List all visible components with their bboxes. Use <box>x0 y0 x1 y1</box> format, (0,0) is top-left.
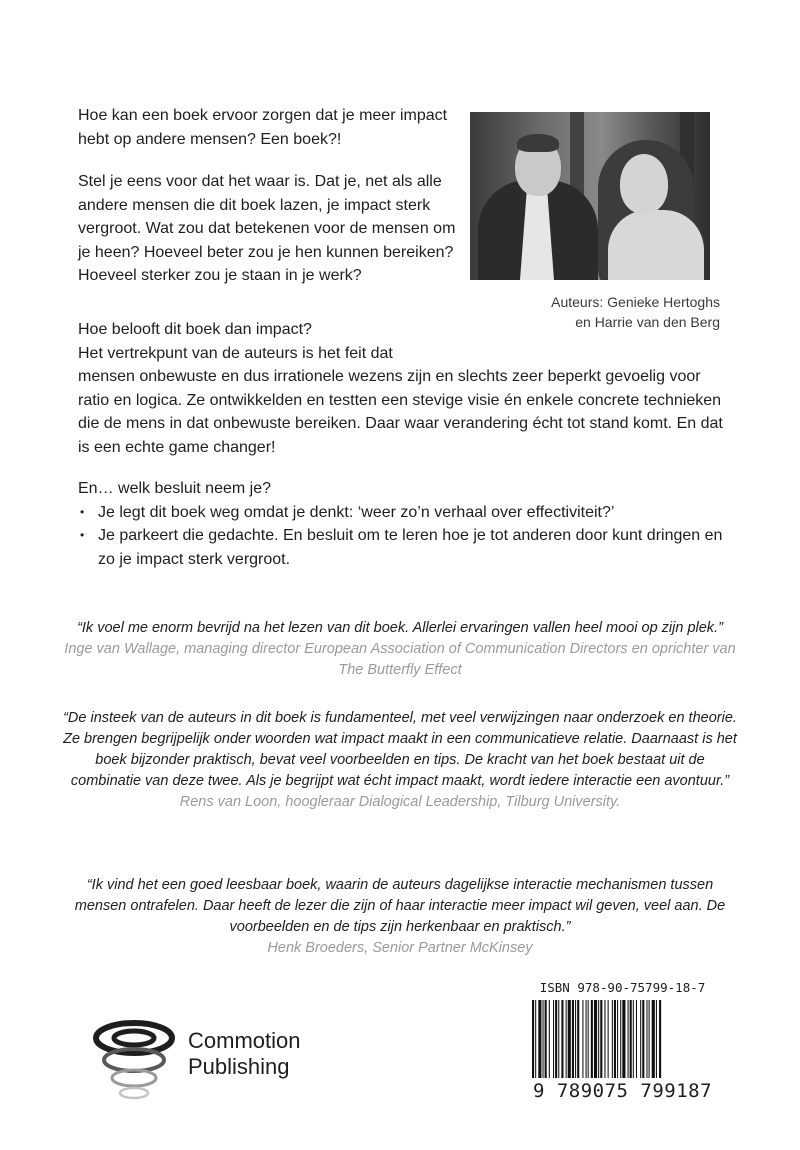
testimonial-attribution: Inge van Wallage, managing director European Association of Communication Directors en oprichter van The Butterfly Effect <box>64 641 736 678</box>
barcode-bar <box>553 1000 554 1078</box>
barcode-bar <box>656 1000 657 1078</box>
barcode-bar <box>561 1000 563 1078</box>
barcode-bar <box>586 1000 587 1078</box>
barcode-bar <box>568 1000 571 1078</box>
barcode-bar <box>598 1000 599 1078</box>
barcode-bar <box>612 1000 613 1078</box>
barcode-bar <box>591 1000 593 1078</box>
barcode-bar <box>630 1000 632 1078</box>
barcode-bar <box>555 1000 557 1078</box>
barcode-bar <box>535 1000 536 1078</box>
barcode-bar <box>604 1000 605 1078</box>
bullet-dot-icon: • <box>80 504 85 519</box>
bullet-list <box>78 501 728 572</box>
barcode-bar <box>538 1000 541 1078</box>
barcode-bar <box>620 1000 621 1078</box>
isbn-label: ISBN 978-90-75799-18-7 <box>539 980 706 995</box>
barcode-bar <box>577 1000 579 1078</box>
testimonial-attribution: Henk Broeders, Senior Partner McKinsey <box>267 940 533 956</box>
intro-paragraph-2: Stel je eens voor dat het waar is. Dat je, net als alle andere mensen die dit boek lazen, je impact sterk vergroot. Wat zou dat betekenen voor de mensen om je heen? Hoeveel beter zou je hen kunnen bereiken? Hoeveel sterker zou je staan in je werk? <box>78 173 456 284</box>
body-text <box>78 318 728 571</box>
barcode-bar <box>614 1000 616 1078</box>
barcode-bar <box>600 1000 602 1078</box>
intro-text <box>78 104 458 307</box>
barcode-bar <box>558 1000 559 1078</box>
barcode-bar <box>649 1000 650 1078</box>
body-question: En… welk besluit neem je? <box>78 480 271 497</box>
publisher-name-line-1: Commotion <box>188 1028 301 1053</box>
intro-paragraph-1: Hoe kan een boek ervoor zorgen dat je meer impact hebt op andere mensen? Een boek?! <box>78 107 448 148</box>
isbn-barcode <box>530 980 715 1105</box>
barcode-bar <box>543 1000 544 1078</box>
barcode-bar <box>532 1000 534 1078</box>
barcode-bar <box>545 1000 547 1078</box>
spiral-logo-icon <box>90 1018 178 1108</box>
testimonial-1 <box>60 618 740 681</box>
barcode-bar <box>608 1000 609 1078</box>
barcode-bar <box>572 1000 574 1078</box>
barcode-bar <box>622 1000 625 1078</box>
publisher-logo <box>90 1018 320 1108</box>
barcode-bar <box>575 1000 576 1078</box>
barcode-bar <box>549 1000 550 1078</box>
barcode-bar <box>588 1000 589 1078</box>
bullet-dot-icon: • <box>80 528 85 542</box>
barcode-bar <box>642 1000 644 1078</box>
authors-photo <box>470 112 710 280</box>
testimonial-3 <box>60 875 740 959</box>
barcode-bar <box>582 1000 583 1078</box>
barcode-bar <box>628 1000 629 1078</box>
barcode-bars <box>530 1000 715 1078</box>
caption-line-1: Auteurs: Genieke Hertoghs <box>551 294 720 310</box>
publisher-name-line-2: Publishing <box>188 1054 290 1079</box>
barcode-bar <box>636 1000 637 1078</box>
testimonial-text: “Ik vind het een goed leesbaar boek, waarin de auteurs dagelijkse interactie mechanismen tussen mensen ontrafelen. Daar heeft de lezer die zijn of haar interactie meer impact wil geven, veel aan. De voorbeelden en de tips zijn herkenbaar en praktisch.” <box>74 877 726 935</box>
body-heading: Hoe belooft dit boek dan impact? <box>78 321 312 338</box>
barcode-bar <box>652 1000 655 1078</box>
barcode-bar <box>594 1000 597 1078</box>
testimonial-2 <box>60 708 740 813</box>
publisher-name <box>188 1028 300 1080</box>
body-line: Het vertrekpunt van de auteurs is het feit dat <box>78 344 393 362</box>
barcode-bar <box>566 1000 567 1078</box>
bullet-item <box>78 501 728 525</box>
body-paragraph: mensen onbewuste en dus irrationele wezens zijn en slechts zeer beperkt gevoelig voor ratio en logica. Ze ontwikkelden en testten een stevige visie én enkele concrete technieken die de mens in dat onbewuste bereiken. Daar waar verandering écht tot stand komt. En dat is een echte game changer! <box>78 368 723 456</box>
testimonial-attribution: Rens van Loon, hoogleraar Dialogical Leadership, Tilburg University. <box>179 794 621 810</box>
bullet-text: Je parkeert die gedachte. En besluit om te leren hoe je tot anderen door kunt dringen en zo je impact sterk vergroot. <box>98 527 723 568</box>
barcode-bar <box>617 1000 618 1078</box>
testimonial-text: “Ik voel me enorm bevrijd na het lezen van dit boek. Allerlei ervaringen vallen heel mooi op zijn plek.” <box>77 620 723 636</box>
bullet-item <box>78 524 728 571</box>
barcode-bar <box>659 1000 661 1078</box>
barcode-bar <box>640 1000 641 1078</box>
barcode-bar <box>646 1000 647 1078</box>
testimonial-text: “De insteek van de auteurs in dit boek is fundamenteel, met veel verwijzingen naar onderzoek en theorie. Ze brengen begrijpelijk onder woorden wat impact maakt in een communicatieve relatie. Daarnaast is het boek bijzonder praktisch, bevat veel voorbeelden en tips. De kracht van het boek bestaat uit de combinatie van deze twee. Als je begrijpt wat écht impact maakt, wordt iedere interactie een avontuur.” <box>63 710 737 789</box>
barcode-digits: 9 789075 799187 <box>532 1080 713 1102</box>
caption-line-2: en Harrie van den Berg <box>575 314 720 330</box>
barcode-bar <box>633 1000 634 1078</box>
bullet-text: Je legt dit boek weg omdat je denkt: ‘weer zo’n verhaal over effectiviteit?’ <box>98 503 615 521</box>
